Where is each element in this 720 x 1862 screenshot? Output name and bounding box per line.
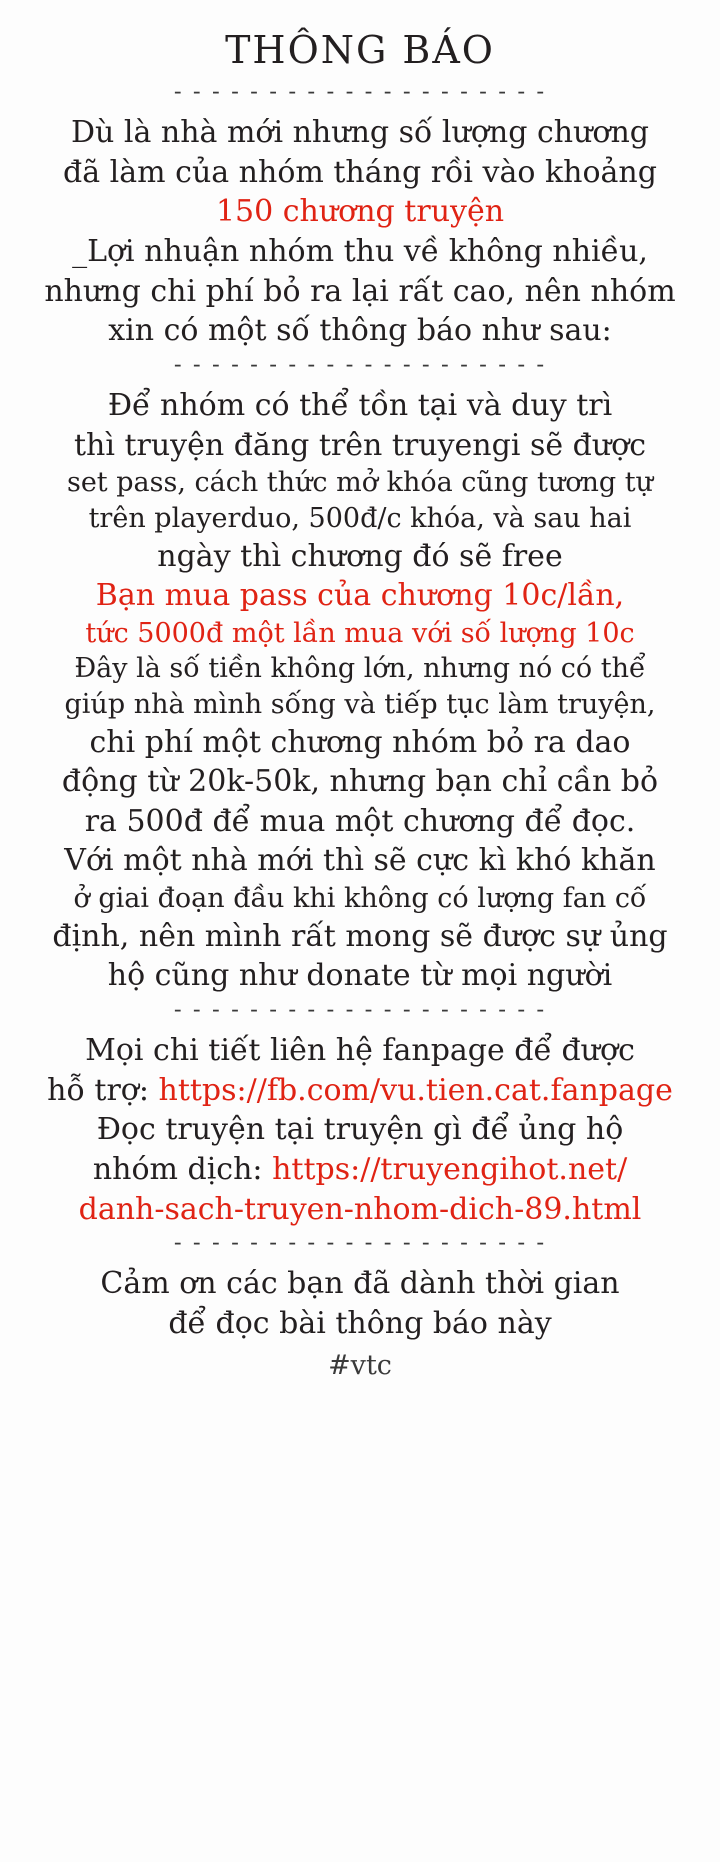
fanpage-link[interactable]: https://fb.com/vu.tien.cat.fanpage xyxy=(158,1072,673,1108)
page-title: THÔNG BÁO xyxy=(225,28,495,72)
policy-line-10: ra 500đ để mua một chương để đọc. xyxy=(84,803,636,839)
policy-line-4: trên playerduo, 500đ/c khóa, và sau hai xyxy=(88,502,632,534)
footer-line-1: Cảm ơn các bạn đã dành thời gian xyxy=(100,1266,620,1302)
section-contact xyxy=(44,1031,676,1229)
intro-line-4: nhưng chi phí bỏ ra lại rất cao, nên nhóm xyxy=(44,273,676,309)
policy-line-7: giúp nhà mình sống và tiếp tục làm truyện, xyxy=(64,689,656,721)
divider-3: - - - - - - - - - - - - - - - - - - - - xyxy=(173,996,547,1023)
site-link-path[interactable]: danh-sach-truyen-nhom-dich-89.html xyxy=(78,1191,642,1227)
policy-line-13: định, nên mình rất mong sẽ được sự ủng xyxy=(52,918,668,954)
policy-highlight-1: Bạn mua pass của chương 10c/lần, xyxy=(95,578,625,614)
policy-line-9: động từ 20k-50k, nhưng bạn chỉ cần bỏ xyxy=(61,764,659,800)
policy-line-1: Để nhóm có thể tồn tại và duy trì xyxy=(107,388,613,424)
policy-line-3: set pass, cách thức mở khóa cũng tương tự xyxy=(66,467,654,499)
policy-line-5: ngày thì chương đó sẽ free xyxy=(157,538,563,574)
policy-line-12: ở giai đoạn đầu khi không có lượng fan cố xyxy=(73,883,647,915)
divider-2: - - - - - - - - - - - - - - - - - - - - xyxy=(173,351,547,378)
intro-line-5: xin có một số thông báo như sau: xyxy=(108,313,612,349)
contact-fanpage-prefix: hỗ trợ: xyxy=(47,1072,159,1108)
policy-line-14: hộ cũng như donate từ mọi người xyxy=(107,958,613,994)
contact-line-1: Mọi chi tiết liên hệ fanpage để được xyxy=(85,1033,635,1069)
divider-4: - - - - - - - - - - - - - - - - - - - - xyxy=(173,1230,547,1257)
section-intro xyxy=(44,113,676,351)
divider-1: - - - - - - - - - - - - - - - - - - - - xyxy=(173,79,547,105)
contact-site-prefix: nhóm dịch: xyxy=(92,1151,273,1187)
intro-highlight: 150 chương truyện xyxy=(215,194,505,230)
contact-site-row xyxy=(44,1150,676,1190)
policy-line-8: chi phí một chương nhóm bỏ ra dao xyxy=(89,724,631,760)
policy-line-11: Với một nhà mới thì sẽ cực kì khó khăn xyxy=(64,843,656,879)
intro-line-3: _Lợi nhuận nhóm thu về không nhiều, xyxy=(72,234,648,270)
footer-tag: #vtc xyxy=(328,1349,392,1381)
policy-line-6: Đây là số tiền không lớn, nhưng nó có thể xyxy=(74,653,646,685)
footer-line-2: để đọc bài thông báo này xyxy=(168,1306,552,1341)
section-policy xyxy=(44,386,676,996)
intro-line-2: đã làm của nhóm tháng rồi vào khoảng xyxy=(63,154,657,190)
policy-highlight-2: tức 5000đ một lần mua với số lượng 10c xyxy=(85,617,635,649)
section-footer xyxy=(44,1264,676,1380)
intro-line-1: Dù là nhà mới nhưng số lượng chương xyxy=(70,115,649,151)
contact-fanpage-row xyxy=(44,1071,676,1111)
contact-line-3: Đọc truyện tại truyện gì để ủng hộ xyxy=(96,1112,624,1148)
site-link[interactable]: https://truyengihot.net/ xyxy=(272,1151,628,1187)
policy-line-2: thì truyện đăng trên truyengi sẽ được xyxy=(73,427,647,463)
